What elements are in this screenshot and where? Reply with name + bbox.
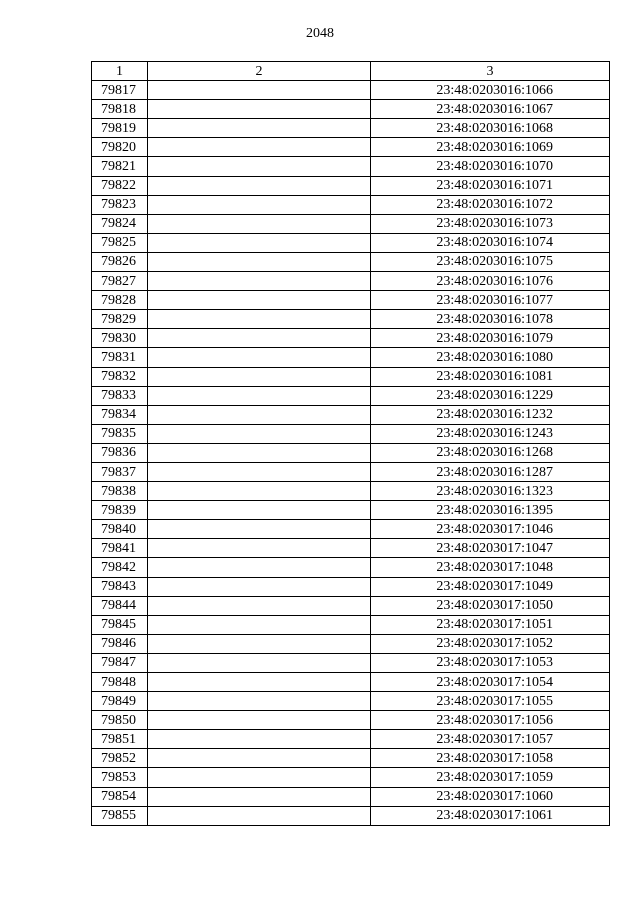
cadastral-number-cell: 23:48:0203016:1229 bbox=[371, 386, 610, 405]
cadastral-number-cell: 23:48:0203017:1048 bbox=[371, 558, 610, 577]
cadastral-number-cell: 23:48:0203016:1081 bbox=[371, 367, 610, 386]
row-number-cell: 79850 bbox=[92, 711, 148, 730]
object-name-cell bbox=[148, 157, 371, 176]
cadastral-number-cell: 23:48:0203017:1051 bbox=[371, 615, 610, 634]
object-name-cell bbox=[148, 806, 371, 825]
table-row bbox=[92, 653, 610, 672]
table-row bbox=[92, 462, 610, 481]
row-number-cell: 79819 bbox=[92, 119, 148, 138]
object-name-cell bbox=[148, 424, 371, 443]
cadastral-number-cell: 23:48:0203017:1058 bbox=[371, 749, 610, 768]
cadastral-number-cell: 23:48:0203016:1079 bbox=[371, 329, 610, 348]
table-header bbox=[92, 62, 610, 81]
object-name-cell bbox=[148, 730, 371, 749]
table-row bbox=[92, 539, 610, 558]
object-name-cell bbox=[148, 272, 371, 291]
cadastral-number-cell: 23:48:0203016:1070 bbox=[371, 157, 610, 176]
cadastral-number-cell: 23:48:0203016:1078 bbox=[371, 310, 610, 329]
table-row bbox=[92, 424, 610, 443]
table-row bbox=[92, 520, 610, 539]
table-row bbox=[92, 100, 610, 119]
table-row bbox=[92, 310, 610, 329]
table-row bbox=[92, 176, 610, 195]
row-number-cell: 79821 bbox=[92, 157, 148, 176]
table-row bbox=[92, 291, 610, 310]
row-number-cell: 79854 bbox=[92, 787, 148, 806]
table-row bbox=[92, 482, 610, 501]
object-name-cell bbox=[148, 692, 371, 711]
object-name-cell bbox=[148, 520, 371, 539]
cadastral-number-cell: 23:48:0203017:1059 bbox=[371, 768, 610, 787]
cadastral-number-cell: 23:48:0203017:1053 bbox=[371, 653, 610, 672]
row-number-cell: 79855 bbox=[92, 806, 148, 825]
object-name-cell bbox=[148, 176, 371, 195]
row-number-cell: 79829 bbox=[92, 310, 148, 329]
row-number-cell: 79847 bbox=[92, 653, 148, 672]
cadastral-number-cell: 23:48:0203016:1287 bbox=[371, 462, 610, 481]
cadastral-number-cell: 23:48:0203017:1049 bbox=[371, 577, 610, 596]
object-name-cell bbox=[148, 81, 371, 100]
object-name-cell bbox=[148, 634, 371, 653]
object-name-cell bbox=[148, 787, 371, 806]
table-row bbox=[92, 634, 610, 653]
object-name-cell bbox=[148, 462, 371, 481]
row-number-cell: 79841 bbox=[92, 539, 148, 558]
cadastral-number-cell: 23:48:0203016:1268 bbox=[371, 443, 610, 462]
cadastral-number-cell: 23:48:0203017:1054 bbox=[371, 673, 610, 692]
object-name-cell bbox=[148, 138, 371, 157]
row-number-cell: 79827 bbox=[92, 272, 148, 291]
table-row bbox=[92, 214, 610, 233]
table-row bbox=[92, 443, 610, 462]
table-row bbox=[92, 405, 610, 424]
table-row bbox=[92, 252, 610, 271]
cadastral-number-cell: 23:48:0203017:1056 bbox=[371, 711, 610, 730]
row-number-cell: 79845 bbox=[92, 615, 148, 634]
object-name-cell bbox=[148, 386, 371, 405]
row-number-cell: 79852 bbox=[92, 749, 148, 768]
row-number-cell: 79844 bbox=[92, 596, 148, 615]
cadastral-number-cell: 23:48:0203017:1050 bbox=[371, 596, 610, 615]
row-number-cell: 79853 bbox=[92, 768, 148, 787]
cadastral-number-cell: 23:48:0203017:1047 bbox=[371, 539, 610, 558]
object-name-cell bbox=[148, 329, 371, 348]
object-name-cell bbox=[148, 310, 371, 329]
cadastral-number-cell: 23:48:0203016:1074 bbox=[371, 233, 610, 252]
object-name-cell bbox=[148, 252, 371, 271]
row-number-cell: 79818 bbox=[92, 100, 148, 119]
cadastral-number-cell: 23:48:0203016:1076 bbox=[371, 272, 610, 291]
column-header-2: 2 bbox=[148, 62, 371, 81]
object-name-cell bbox=[148, 749, 371, 768]
table-body bbox=[92, 81, 610, 826]
cadastral-number-cell: 23:48:0203016:1072 bbox=[371, 195, 610, 214]
cadastral-number-cell: 23:48:0203016:1232 bbox=[371, 405, 610, 424]
object-name-cell bbox=[148, 711, 371, 730]
table-row bbox=[92, 768, 610, 787]
object-name-cell bbox=[148, 615, 371, 634]
table-row bbox=[92, 806, 610, 825]
table-row bbox=[92, 749, 610, 768]
page-number: 2048 bbox=[306, 26, 334, 41]
cadastral-number-cell: 23:48:0203017:1061 bbox=[371, 806, 610, 825]
cadastral-number-cell: 23:48:0203017:1055 bbox=[371, 692, 610, 711]
object-name-cell bbox=[148, 673, 371, 692]
row-number-cell: 79825 bbox=[92, 233, 148, 252]
table-row bbox=[92, 711, 610, 730]
row-number-cell: 79832 bbox=[92, 367, 148, 386]
table-row bbox=[92, 119, 610, 138]
row-number-cell: 79828 bbox=[92, 291, 148, 310]
table-row bbox=[92, 787, 610, 806]
cadastral-number-cell: 23:48:0203016:1066 bbox=[371, 81, 610, 100]
cadastral-number-cell: 23:48:0203016:1075 bbox=[371, 252, 610, 271]
table-row bbox=[92, 138, 610, 157]
object-name-cell bbox=[148, 367, 371, 386]
table-row bbox=[92, 329, 610, 348]
column-header-3: 3 bbox=[371, 62, 610, 81]
row-number-cell: 79849 bbox=[92, 692, 148, 711]
object-name-cell bbox=[148, 100, 371, 119]
cadastral-number-cell: 23:48:0203017:1046 bbox=[371, 520, 610, 539]
table-row bbox=[92, 673, 610, 692]
row-number-cell: 79838 bbox=[92, 482, 148, 501]
row-number-cell: 79846 bbox=[92, 634, 148, 653]
row-number-cell: 79851 bbox=[92, 730, 148, 749]
object-name-cell bbox=[148, 233, 371, 252]
row-number-cell: 79836 bbox=[92, 443, 148, 462]
row-number-cell: 79820 bbox=[92, 138, 148, 157]
table-row bbox=[92, 233, 610, 252]
row-number-cell: 79824 bbox=[92, 214, 148, 233]
cadastral-number-cell: 23:48:0203016:1068 bbox=[371, 119, 610, 138]
object-name-cell bbox=[148, 195, 371, 214]
table-row bbox=[92, 81, 610, 100]
object-name-cell bbox=[148, 558, 371, 577]
cadastral-number-cell: 23:48:0203017:1060 bbox=[371, 787, 610, 806]
object-name-cell bbox=[148, 443, 371, 462]
row-number-cell: 79837 bbox=[92, 462, 148, 481]
cadastral-number-cell: 23:48:0203016:1080 bbox=[371, 348, 610, 367]
table-row bbox=[92, 195, 610, 214]
column-header-1: 1 bbox=[92, 62, 148, 81]
table-row bbox=[92, 501, 610, 520]
row-number-cell: 79843 bbox=[92, 577, 148, 596]
row-number-cell: 79823 bbox=[92, 195, 148, 214]
object-name-cell bbox=[148, 214, 371, 233]
table-row bbox=[92, 272, 610, 291]
row-number-cell: 79834 bbox=[92, 405, 148, 424]
object-name-cell bbox=[148, 539, 371, 558]
object-name-cell bbox=[148, 119, 371, 138]
object-name-cell bbox=[148, 405, 371, 424]
table-row bbox=[92, 367, 610, 386]
cadastral-number-cell: 23:48:0203016:1067 bbox=[371, 100, 610, 119]
row-number-cell: 79848 bbox=[92, 673, 148, 692]
object-name-cell bbox=[148, 482, 371, 501]
table-row bbox=[92, 577, 610, 596]
cadastral-number-cell: 23:48:0203016:1323 bbox=[371, 482, 610, 501]
row-number-cell: 79835 bbox=[92, 424, 148, 443]
row-number-cell: 79822 bbox=[92, 176, 148, 195]
row-number-cell: 79840 bbox=[92, 520, 148, 539]
object-name-cell bbox=[148, 596, 371, 615]
cadastral-number-cell: 23:48:0203017:1052 bbox=[371, 634, 610, 653]
cadastral-number-cell: 23:48:0203016:1073 bbox=[371, 214, 610, 233]
object-name-cell bbox=[148, 291, 371, 310]
object-name-cell bbox=[148, 348, 371, 367]
table-row bbox=[92, 596, 610, 615]
table-row bbox=[92, 157, 610, 176]
table-row bbox=[92, 558, 610, 577]
cadastral-number-cell: 23:48:0203016:1077 bbox=[371, 291, 610, 310]
row-number-cell: 79831 bbox=[92, 348, 148, 367]
row-number-cell: 79826 bbox=[92, 252, 148, 271]
row-number-cell: 79817 bbox=[92, 81, 148, 100]
object-name-cell bbox=[148, 577, 371, 596]
object-name-cell bbox=[148, 768, 371, 787]
object-name-cell bbox=[148, 653, 371, 672]
cadastral-number-cell: 23:48:0203016:1395 bbox=[371, 501, 610, 520]
row-number-cell: 79830 bbox=[92, 329, 148, 348]
row-number-cell: 79833 bbox=[92, 386, 148, 405]
cadastral-number-cell: 23:48:0203016:1243 bbox=[371, 424, 610, 443]
header-row bbox=[92, 62, 610, 81]
table-row bbox=[92, 692, 610, 711]
cadastral-number-cell: 23:48:0203017:1057 bbox=[371, 730, 610, 749]
table-row bbox=[92, 730, 610, 749]
table-row bbox=[92, 615, 610, 634]
cadastral-number-cell: 23:48:0203016:1069 bbox=[371, 138, 610, 157]
row-number-cell: 79842 bbox=[92, 558, 148, 577]
cadastral-number-cell: 23:48:0203016:1071 bbox=[371, 176, 610, 195]
table-row bbox=[92, 348, 610, 367]
registry-table bbox=[91, 61, 610, 826]
object-name-cell bbox=[148, 501, 371, 520]
row-number-cell: 79839 bbox=[92, 501, 148, 520]
table-row bbox=[92, 386, 610, 405]
